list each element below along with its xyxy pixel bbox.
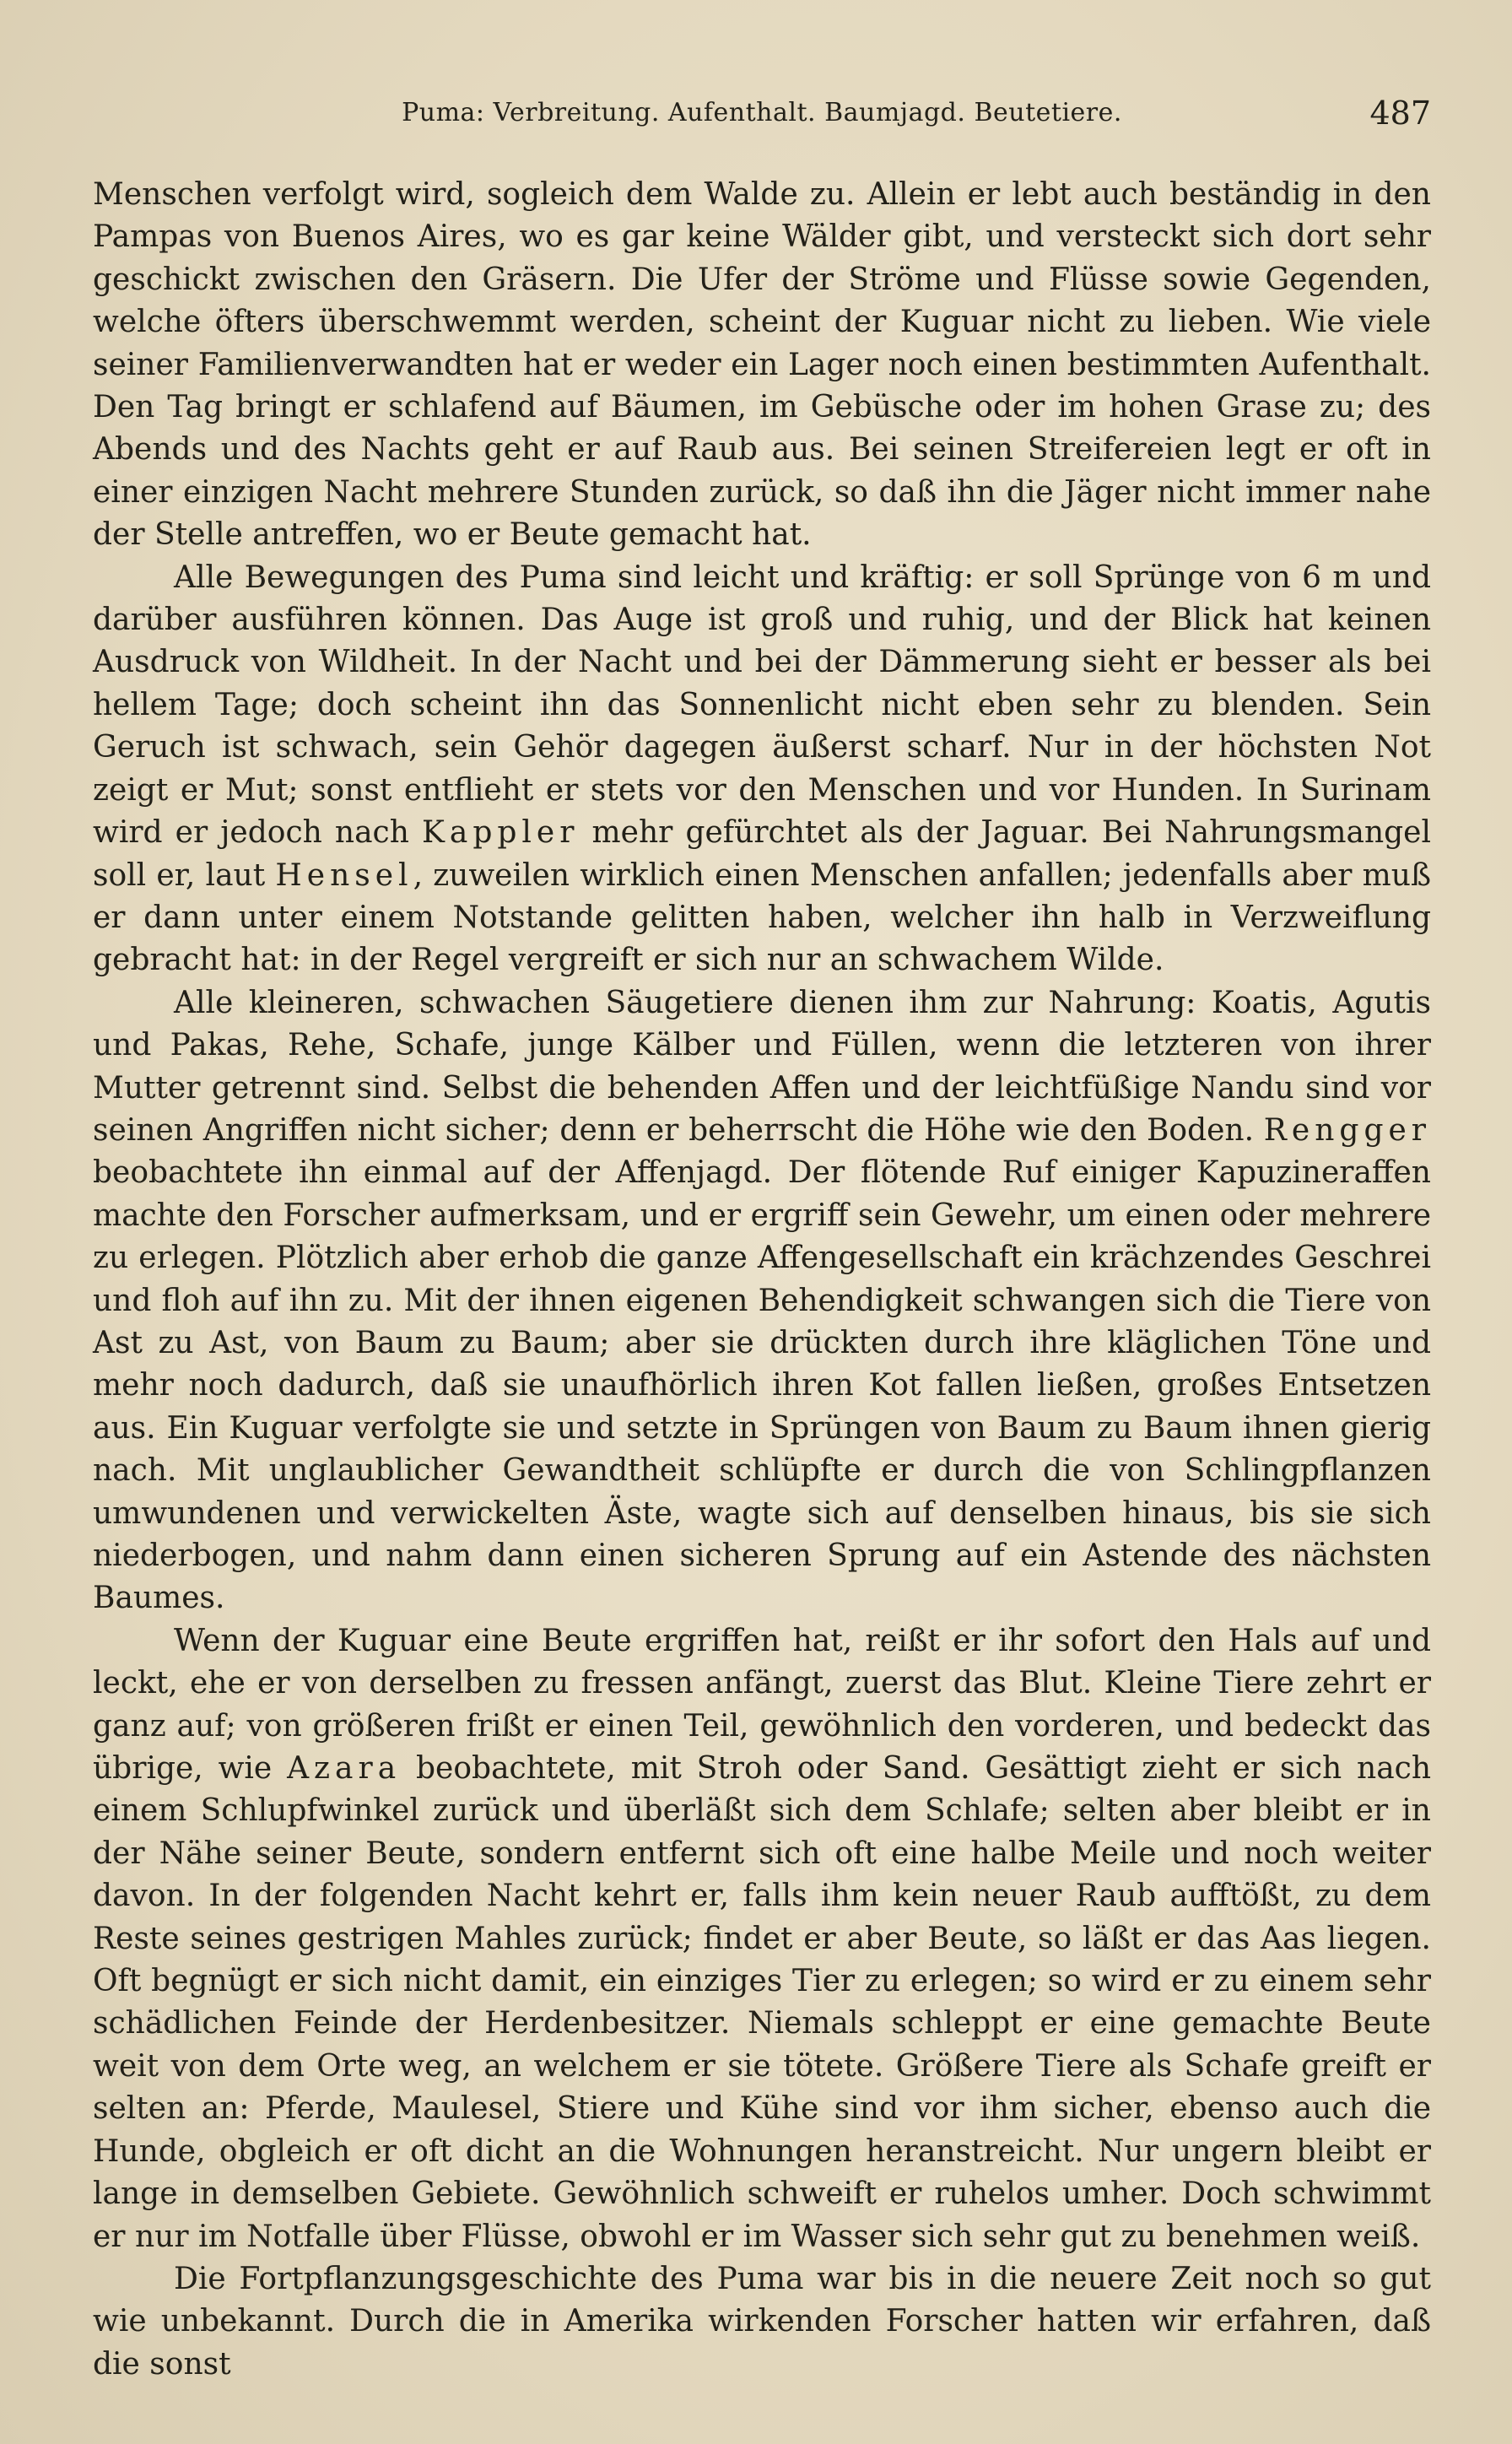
author-name-azara: Azara [287, 1751, 402, 1787]
text-run: , zuweilen wirklich einen Menschen anfallen; jedenfalls aber muß er dann unter einem Notstande gelitten haben, welcher ihn halb in Verzweiflung gebracht hat: in der Regel vergreift er sich nur an schwachem Wilde. [93, 857, 1431, 978]
text-run: Menschen verfolgt wird, sogleich dem Walde zu. Allein er lebt auch beständig in den Pampas von Buenos Aires, wo es gar keine Wälder gibt, und versteckt sich dort sehr geschickt zwischen den Gräsern. Die Ufer der Ströme und Flüsse sowie Gegenden, welche öfters überschwemmt werden, scheint der Kuguar nicht zu lieben. Wie viele seiner Familienverwandten hat er weder ein Lager noch einen bestimmten Aufenthalt. Den Tag bringt er schlafend auf Bäumen, im Gebüsche oder im hohen Grase zu; des Abends und des Nachts geht er auf Raub aus. Bei seinen Streifereien legt er oft in einer einzigen Nacht mehrere Stunden zurück, so daß ihn die Jäger nicht immer nahe der Stelle antreffen, wo er Beute gemacht hat. [93, 177, 1431, 553]
paragraph-1 [93, 174, 1431, 557]
author-name-hensel: Hensel [275, 857, 413, 893]
text-run: Wenn der Kuguar eine Beute ergriffen hat, reißt er ihr sofort den Hals auf und leckt, ehe er von derselben zu fressen anfängt, zuerst das Blut. Kleine Tiere zehrt er ganz auf; von größeren frißt er einen Teil, gewöhnlich den vorderen, und bedeckt das übrige, wie [93, 1623, 1431, 1787]
paragraph-4 [93, 1620, 1431, 2258]
paragraph-2 [93, 557, 1431, 982]
text-run: beobachtete, mit Stroh oder Sand. Gesättigt zieht er sich nach einem Schlupfwinkel zurück und überläßt sich dem Schlafe; selten aber bleibt er in der Nähe seiner Beute, sondern entfernt sich oft eine halbe Meile und noch weiter davon. In der folgenden Nacht kehrt er, falls ihm kein neuer Raub aufftößt, zu dem Reste seines gestrigen Mahles zurück; findet er aber Beute, so läßt er das Aas liegen. Oft begnügt er sich nicht damit, ein einziges Tier zu erlegen; so wird er zu einem sehr schädlichen Feinde der Herdenbesitzer. Niemals schleppt er eine gemachte Beute weit von dem Orte weg, an welchem er sie tötete. Größere Tiere als Schafe greift er selten an: Pferde, Maulesel, Stiere und Kühe sind vor ihm sicher, ebenso auch die Hunde, obgleich er oft dicht an die Wohnungen heranstreicht. Nur ungern bleibt er lange in demselben Gebiete. Gewöhnlich schweift er ruhelos umher. Doch schwimmt er nur im Notfalle über Flüsse, obwohl er im Wasser sich sehr gut zu benehmen weiß. [93, 1751, 1432, 2254]
author-name-kappler: Kappler [421, 815, 580, 851]
text-run: Alle Bewegungen des Puma sind leicht und kräftig: er soll Sprünge von 6 m und darüber ausführen können. Das Auge ist groß und ruhig, und der Blick hat keinen Ausdruck von Wildheit. In der Nacht und bei der Dämmerung sieht er besser als bei hellem Tage; doch scheint ihn das Sonnenlicht nicht eben sehr zu blenden. Sein Geruch ist schwach, sein Gehör dagegen äußerst scharf. Nur in der höchsten Not zeigt er Mut; sonst entflieht er stets vor den Menschen und vor Hunden. In Surinam wird er jedoch nach [93, 560, 1431, 851]
page-number: 487 [1369, 95, 1431, 132]
page-header [93, 95, 1431, 142]
text-run: mehr gefürchtet als der Jaguar. Bei Nahrungsmangel soll er, laut [93, 815, 1431, 893]
author-name-rengger: Rengger [1263, 1112, 1431, 1148]
text-run: Alle kleineren, schwachen Säugetiere dienen ihm zur Nahrung: Koatis, Agutis und Pakas, Rehe, Schafe, junge Kälber und Füllen, wenn die letzteren von ihrer Mutter getrennt sind. Selbst die behenden Affen und der leichtfüßige Nandu sind vor seinen Angriffen nicht sicher; denn er beherrscht die Höhe wie den Boden. [93, 985, 1431, 1148]
running-head: Puma: Verbreitung. Aufenthalt. Baumjagd. Beutetiere. [402, 98, 1122, 127]
paragraph-5 [93, 2258, 1431, 2386]
paragraph-3 [93, 982, 1431, 1620]
body-text [93, 174, 1431, 2386]
text-run: Die Fortpflanzungsgeschichte des Puma war bis in die neuere Zeit noch so gut wie unbekannt. Durch die in Amerika wirkenden Forscher hatten wir erfahren, daß die sonst [93, 2261, 1431, 2382]
text-run: beobachtete ihn einmal auf der Affenjagd. Der flötende Ruf einiger Kapuzineraffen machte den Forscher aufmerksam, und er ergriff sein Gewehr, um einen oder mehrere zu erlegen. Plötzlich aber erhob die ganze Affengesellschaft ein krächzendes Geschrei und floh auf ihn zu. Mit der ihnen eigenen Behendigkeit schwangen sich die Tiere von Ast zu Ast, von Baum zu Baum; aber sie drückten durch ihre kläglichen Töne und mehr noch dadurch, daß sie unaufhörlich ihren Kot fallen ließen, großes Entsetzen aus. Ein Kuguar verfolgte sie und setzte in Sprüngen von Baum zu Baum ihnen gierig nach. Mit unglaublicher Gewandtheit schlüpfte er durch die von Schlingpflanzen umwundenen und verwickelten Äste, wagte sich auf denselben hinaus, bis sie sich niederbogen, und nahm dann einen sicheren Sprung auf ein Astende des nächsten Baumes. [93, 1155, 1431, 1616]
